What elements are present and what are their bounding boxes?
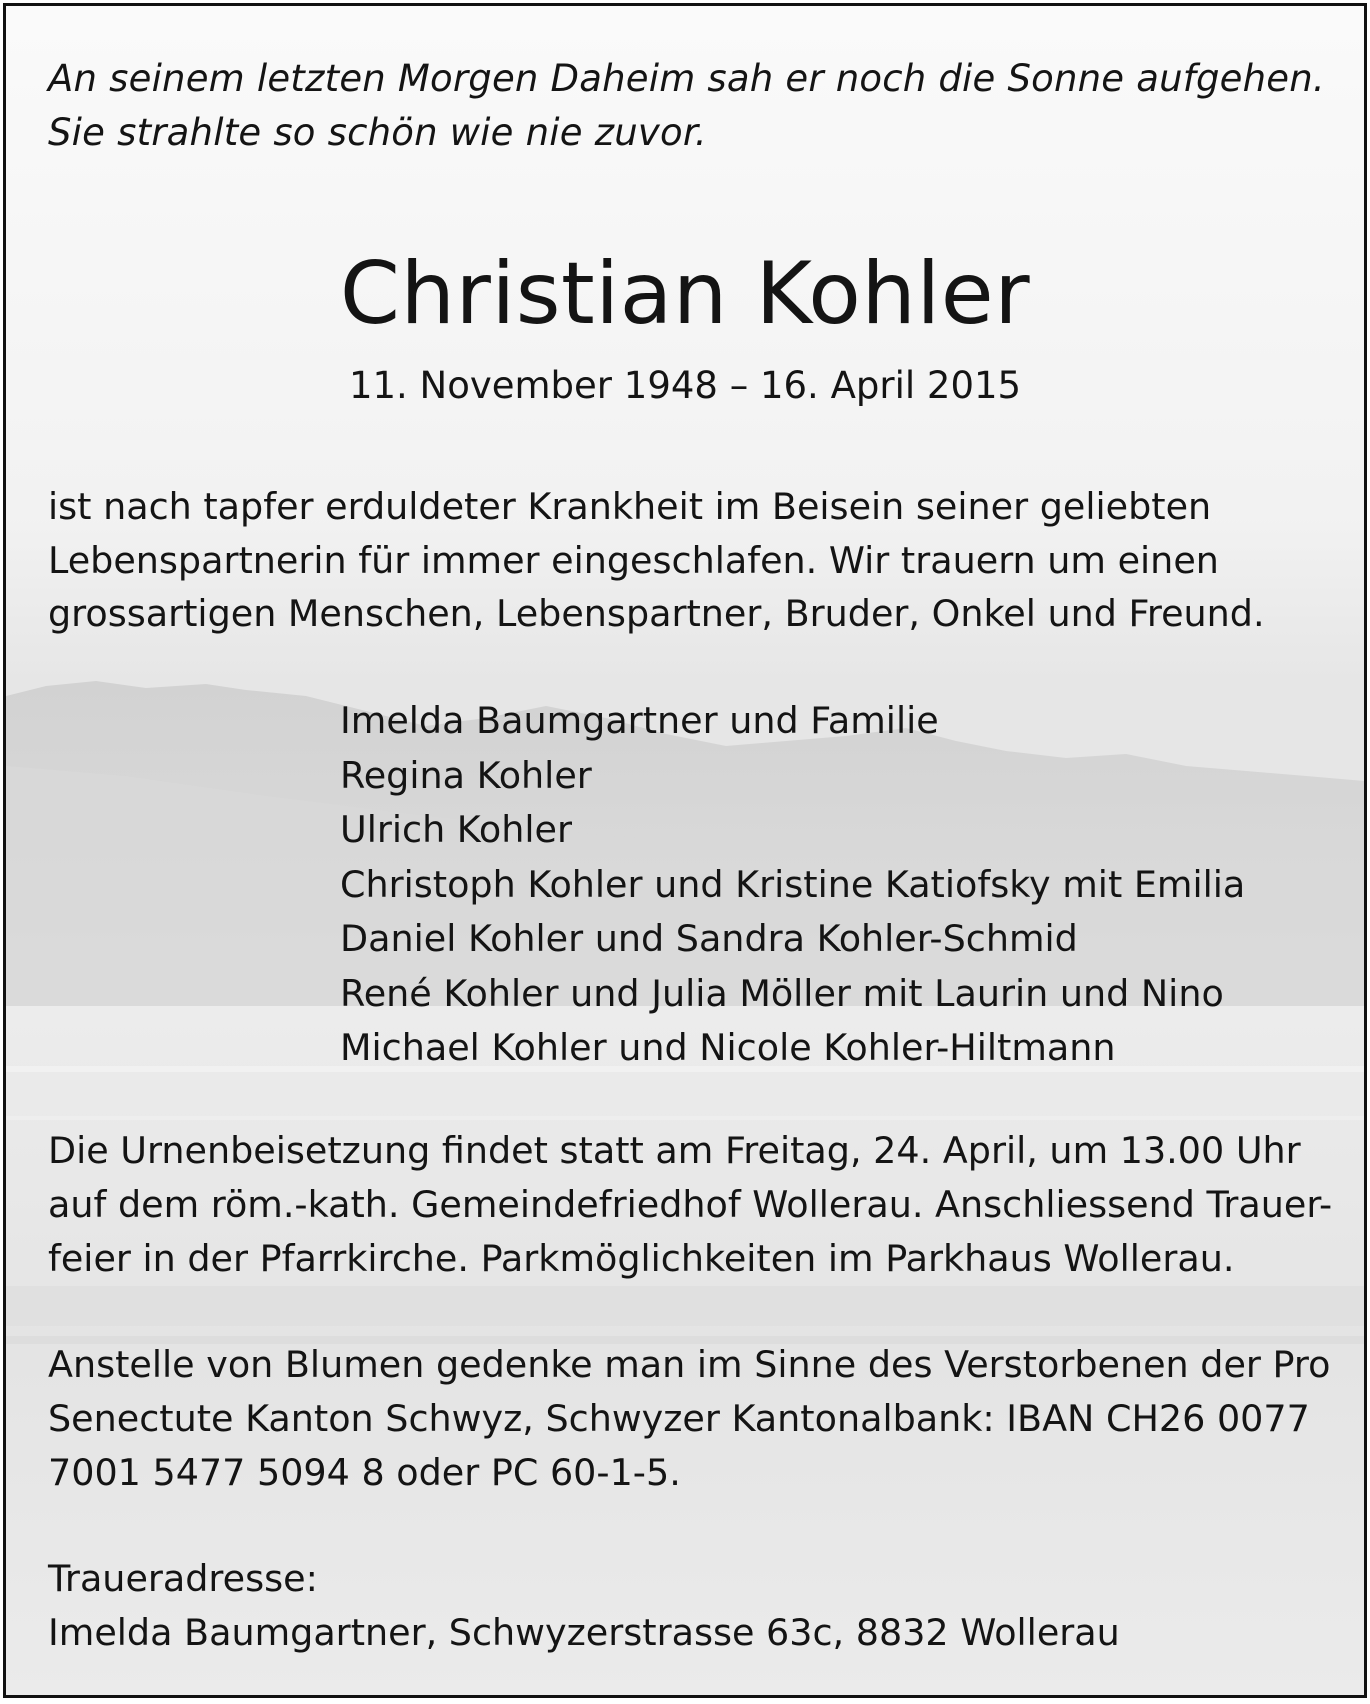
deceased-name: Christian Kohler <box>339 244 1031 344</box>
donation-request <box>48 1338 1330 1500</box>
mourner-entry: Christoph Kohler und Kristine Katiofsky mit Emilia <box>340 862 1246 906</box>
burial-line: auf dem röm.-kath. Gemeindefriedhof Wollerau. Anschliessend Trauer- <box>48 1183 1333 1226</box>
mourner-entry: Regina Kohler <box>340 753 592 797</box>
announcement-line: Lebenspartnerin für immer eingeschlafen. Wir trauern um einen <box>48 538 1219 582</box>
mourner-entry: Imelda Baumgartner und Familie <box>340 699 939 742</box>
mourning-address: Imelda Baumgartner, Schwyzerstrasse 63c, 8832 Wollerau <box>48 1611 1120 1654</box>
announcement-line: ist nach tapfer erduldeter Krankheit im Beisein seiner geliebten <box>48 485 1212 528</box>
burial-details <box>48 1124 1332 1286</box>
burial-line: feier in der Pfarrkirche. Parkmöglichkeiten im Parkhaus Wollerau. <box>48 1237 1235 1280</box>
mourners-list <box>340 694 1245 1076</box>
burial-line: Die Urnenbeisetzung findet statt am Freitag, 24. April, um 13.00 Uhr <box>48 1129 1301 1172</box>
donation-line: Senectute Kanton Schwyz, Schwyzer Kantonalbank: IBAN CH26 0077 <box>48 1397 1310 1440</box>
mourner-entry: Daniel Kohler und Sandra Kohler-Schmid <box>340 917 1078 960</box>
mourner-entry: Michael Kohler und Nicole Kohler-Hiltmann <box>340 1026 1116 1069</box>
announcement-text <box>48 480 1265 641</box>
life-dates: 11. November 1948 – 16. April 2015 <box>348 364 1022 407</box>
mourner-entry: Ulrich Kohler <box>340 808 572 851</box>
motto-quote <box>48 52 1325 160</box>
mourner-entry: René Kohler und Julia Möller mit Laurin und Nino <box>340 971 1224 1015</box>
motto-line: An seinem letzten Morgen Daheim sah er noch die Sonne aufgehen. <box>48 57 1325 100</box>
announcement-line: grossartigen Menschen, Lebenspartner, Bruder, Onkel und Freund. <box>48 592 1265 635</box>
obituary-notice <box>3 3 1367 1698</box>
mourning-address-label: Traueradresse: <box>48 1557 318 1600</box>
motto-line: Sie strahlte so schön wie nie zuvor. <box>48 111 707 154</box>
donation-line: Anstelle von Blumen gedenke man im Sinne des Verstorbenen der Pro <box>48 1343 1331 1386</box>
donation-line: 7001 5477 5094 8 oder PC 60-1-5. <box>48 1451 681 1494</box>
